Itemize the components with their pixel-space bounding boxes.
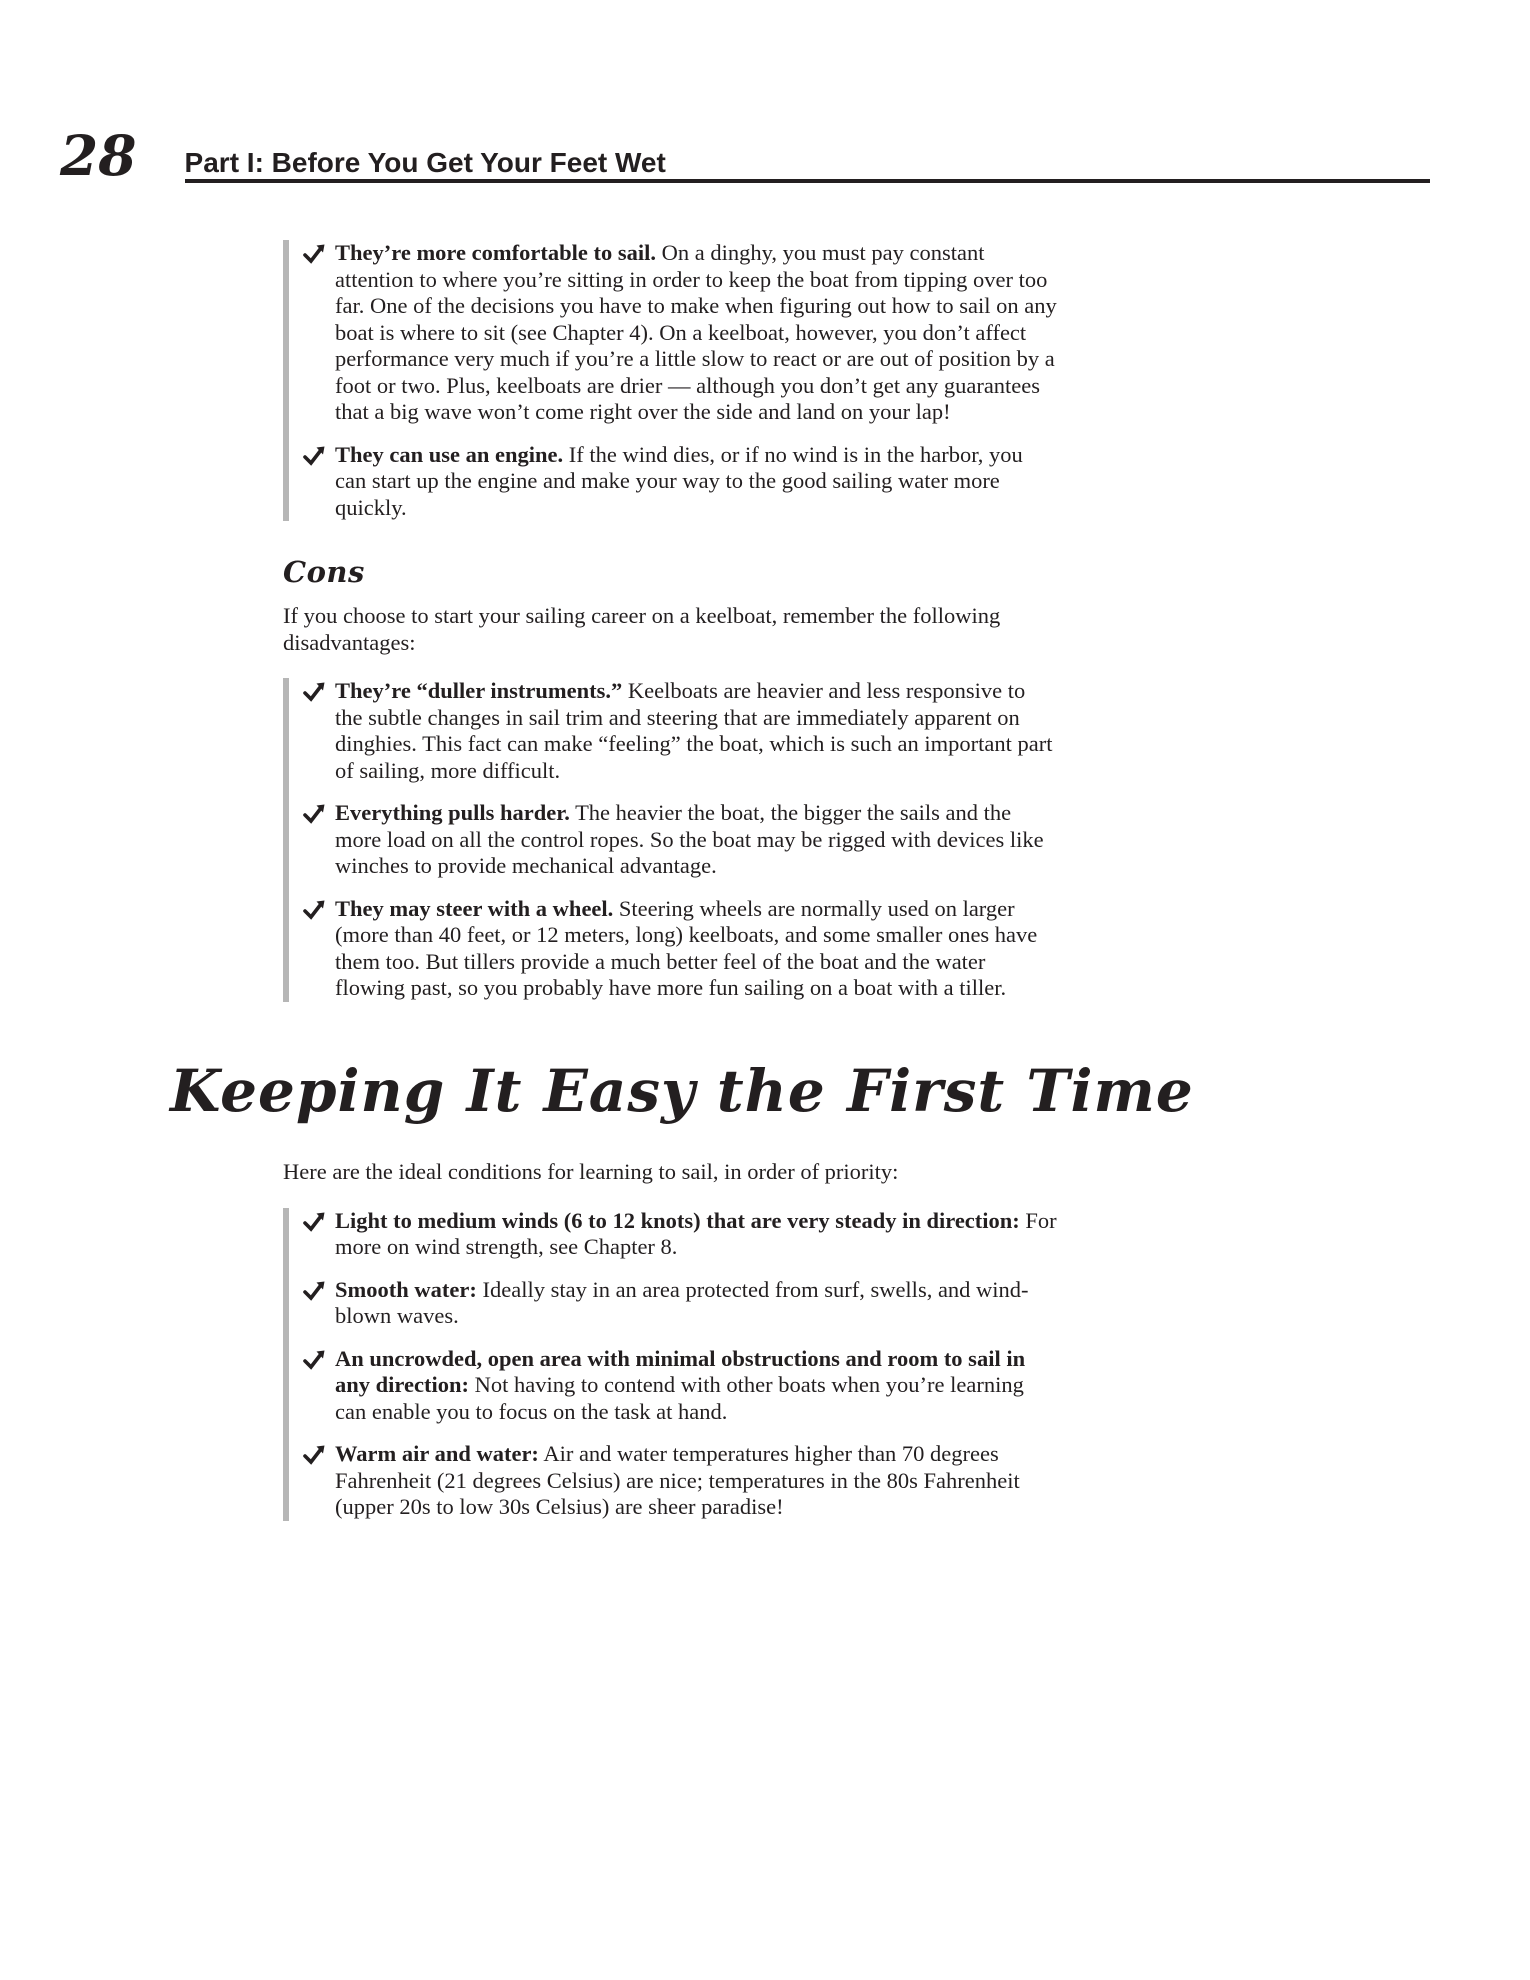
header-rule xyxy=(185,144,1430,183)
list-item xyxy=(301,1346,1058,1426)
list-item-text xyxy=(335,1441,1058,1521)
bullet-body: The heavier the boat, the bigger the sails and the more load on all the control ropes. So the boat may be rigged with devices like winches to provide mechanical advantage. xyxy=(335,800,1044,878)
cons-list xyxy=(283,678,1058,1002)
list-item xyxy=(301,1441,1058,1521)
bullet-lead: They’re “duller instruments.” xyxy=(335,678,623,703)
bullet-lead: They can use an engine. xyxy=(335,441,564,467)
list-item-text xyxy=(335,800,1058,880)
check-arrow-bullet-icon xyxy=(303,1443,327,1467)
check-arrow-bullet-icon xyxy=(303,242,327,266)
pros-list xyxy=(283,240,1058,521)
bullet-body: Not having to contend with other boats when you’re learning can enable you to focus on the task at hand. xyxy=(335,1372,1024,1424)
bullet-body: If the wind dies, or if no wind is in the harbor, you can start up the engine and make your way to the good sailing water more quickly. xyxy=(335,441,1023,520)
running-header xyxy=(60,123,1450,188)
chapter-section-heading: Keeping It Easy the First Time xyxy=(170,1056,1194,1125)
list-item-text xyxy=(335,1208,1058,1261)
list-item xyxy=(301,442,1058,522)
list-item xyxy=(301,1277,1058,1330)
list-item-text xyxy=(335,442,1058,522)
bullet-lead: Warm air and water: xyxy=(335,1441,539,1467)
list-item xyxy=(301,896,1058,1002)
check-arrow-bullet-icon xyxy=(303,802,327,826)
bullet-body: Keelboats are heavier and less responsive to the subtle changes in sail trim and steering that are immediately apparent on dinghies. This fact can make “feeling” the boat, which is such an important part of sailing, more difficult. xyxy=(335,678,1053,783)
check-arrow-bullet-icon xyxy=(303,1348,327,1372)
page-content xyxy=(170,218,1194,1551)
bullet-body: Steering wheels are normally used on larger (more than 40 feet, or 12 meters, long) keelboats, and some smaller ones have them too. But tillers provide a much better feel of the boat and the water flowing past, so you probably have more fun sailing on a boat with a tiller. xyxy=(335,895,1038,1000)
bullet-body: On a dinghy, you must pay constant attention to where you’re sitting in order to keep the boat from tipping over too far. One of the decisions you have to make when figuring out how to sail on any boat is where to sit (see Chapter 4). On a keelboat, however, you don’t affect performance very much if you’re a little slow to react or are out of position by a foot or two. Plus, keelboats are drier — although you don’t get any guarantees that a big wave won’t come right over the side and land on your lap! xyxy=(335,240,1057,424)
list-item-text xyxy=(335,1277,1058,1330)
conditions-list xyxy=(283,1208,1058,1521)
cons-intro: If you choose to start your sailing career on a keelboat, remember the following disadvantages: xyxy=(283,603,1001,655)
bullet-lead: Everything pulls harder. xyxy=(335,800,570,825)
check-arrow-bullet-icon xyxy=(303,898,327,922)
bullet-lead: They may steer with a wheel. xyxy=(335,895,614,921)
bullet-body: Ideally stay in an area protected from surf, swells, and wind-blown waves. xyxy=(335,1276,1029,1329)
check-arrow-bullet-icon xyxy=(303,444,327,468)
list-item-text xyxy=(335,1346,1058,1426)
bullet-lead: Light to medium winds (6 to 12 knots) that are very steady in direction: xyxy=(335,1207,1020,1233)
list-item xyxy=(301,1208,1058,1261)
list-item-text xyxy=(335,240,1058,426)
bullet-lead: They’re more comfortable to sail. xyxy=(335,240,656,265)
bullet-body: For more on wind strength, see Chapter 8. xyxy=(335,1207,1057,1260)
bullet-lead: Smooth water: xyxy=(335,1276,477,1302)
bullet-body: Air and water temperatures higher than 70 degrees Fahrenheit (21 degrees Celsius) are nice; temperatures in the 80s Fahrenheit (upper 20s to low 30s Celsius) are sheer paradise! xyxy=(335,1441,1020,1520)
list-item-text xyxy=(335,896,1058,1002)
section-heading-cons: Cons xyxy=(283,555,365,589)
list-item xyxy=(301,240,1058,426)
list-item xyxy=(301,678,1058,784)
keeping-intro: Here are the ideal conditions for learning to sail, in order of priority: xyxy=(283,1159,899,1185)
list-item xyxy=(301,800,1058,880)
check-arrow-bullet-icon xyxy=(303,680,327,704)
part-title: Part I: Before You Get Your Feet Wet xyxy=(185,148,684,179)
list-item-text xyxy=(335,678,1058,784)
bullet-lead: An uncrowded, open area with minimal obstructions and room to sail in any direction: xyxy=(335,1345,1026,1398)
check-arrow-bullet-icon xyxy=(303,1210,327,1234)
check-arrow-bullet-icon xyxy=(303,1279,327,1303)
page-number: 28 xyxy=(60,123,137,188)
